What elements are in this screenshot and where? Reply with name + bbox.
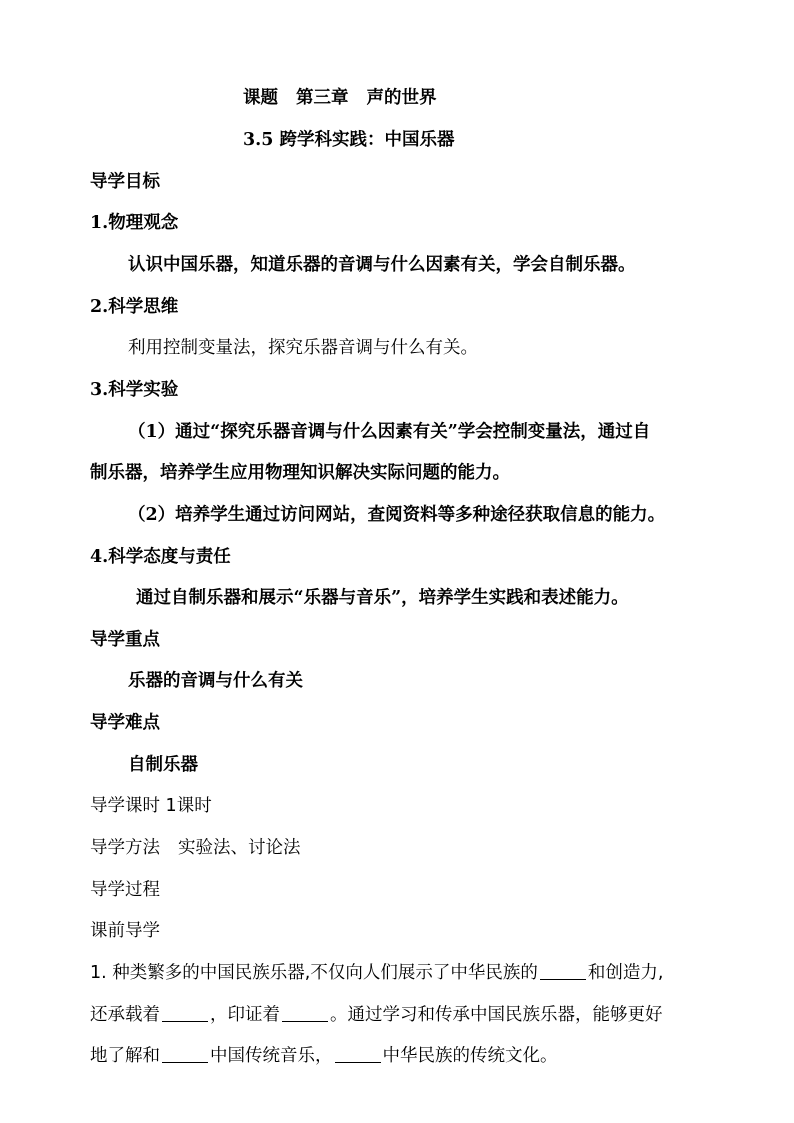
difficulty-heading: 导学难点: [90, 713, 160, 733]
difficulty-text: 自制乐器: [128, 755, 198, 775]
q1-text-f: 地了解和: [90, 1046, 160, 1066]
fill-blank: [282, 1003, 328, 1022]
q1-text-a: 1. 种类繁多的中国民族乐器,不仅向人们展示了中华民族的: [90, 963, 538, 983]
goal-3-heading: 3.科学实验: [90, 380, 179, 400]
key-heading: 导学重点: [90, 630, 160, 650]
preclass-line: 课前导学: [90, 921, 160, 941]
goals-heading: 导学目标: [90, 172, 160, 192]
fill-blank: [540, 961, 586, 980]
q1-text-d: ，印证着: [210, 1005, 280, 1025]
lesson-title: [243, 86, 437, 110]
q1-text-c: 还承载着: [90, 1005, 160, 1025]
key-text: 乐器的音调与什么有关: [128, 671, 303, 691]
question-1-line-3: [90, 1044, 558, 1068]
lesson-title-label: 课题: [243, 88, 278, 108]
q1-text-h: 中华民族的传统文化。: [382, 1046, 558, 1066]
goal-1-heading: 1.物理观念: [90, 213, 179, 233]
lesson-title-name: 声的世界: [366, 88, 437, 108]
lesson-title-chapter: 第三章: [296, 88, 349, 108]
fill-blank: [162, 1044, 208, 1063]
fill-blank: [335, 1044, 381, 1063]
q1-text-b: 和创造力,: [587, 963, 664, 983]
process-line: 导学过程: [90, 880, 160, 900]
goal-4-heading: 4.科学态度与责任: [90, 547, 231, 567]
goal-2-text: 利用控制变量法，探究乐器音调与什么有关。: [128, 338, 478, 358]
method-line: [90, 836, 301, 860]
goal-1-text: 认识中国乐器，知道乐器的音调与什么因素有关，学会自制乐器。: [128, 255, 636, 275]
fill-blank: [162, 1003, 208, 1022]
question-1-line-2: [90, 1003, 663, 1027]
lesson-subtitle: 3.5 跨学科实践：中国乐器: [243, 130, 455, 150]
method-label: 导学方法: [90, 838, 160, 858]
goal-4-text: 通过自制乐器和展示“乐器与音乐”，培养学生实践和表述能力。: [136, 588, 629, 608]
question-1-line-1: [90, 961, 663, 985]
goal-3-text-2: （2）培养学生通过访问网站，查阅资料等多种途径获取信息的能力。: [128, 505, 666, 525]
q1-text-g: 中国传统音乐，: [210, 1046, 333, 1066]
q1-text-e: 。通过学习和传承中国民族乐器，能够更好: [330, 1005, 663, 1025]
method-text: 实验法、讨论法: [178, 838, 301, 858]
goal-3-text-1a: （1）通过“探究乐器音调与什么因素有关”学会控制变量法，通过自: [128, 422, 651, 442]
goal-2-heading: 2.科学思维: [90, 297, 179, 317]
hours-line: 导学课时 1课时: [90, 796, 212, 816]
goal-3-text-1b: 制乐器，培养学生应用物理知识解决实际问题的能力。: [90, 463, 510, 483]
